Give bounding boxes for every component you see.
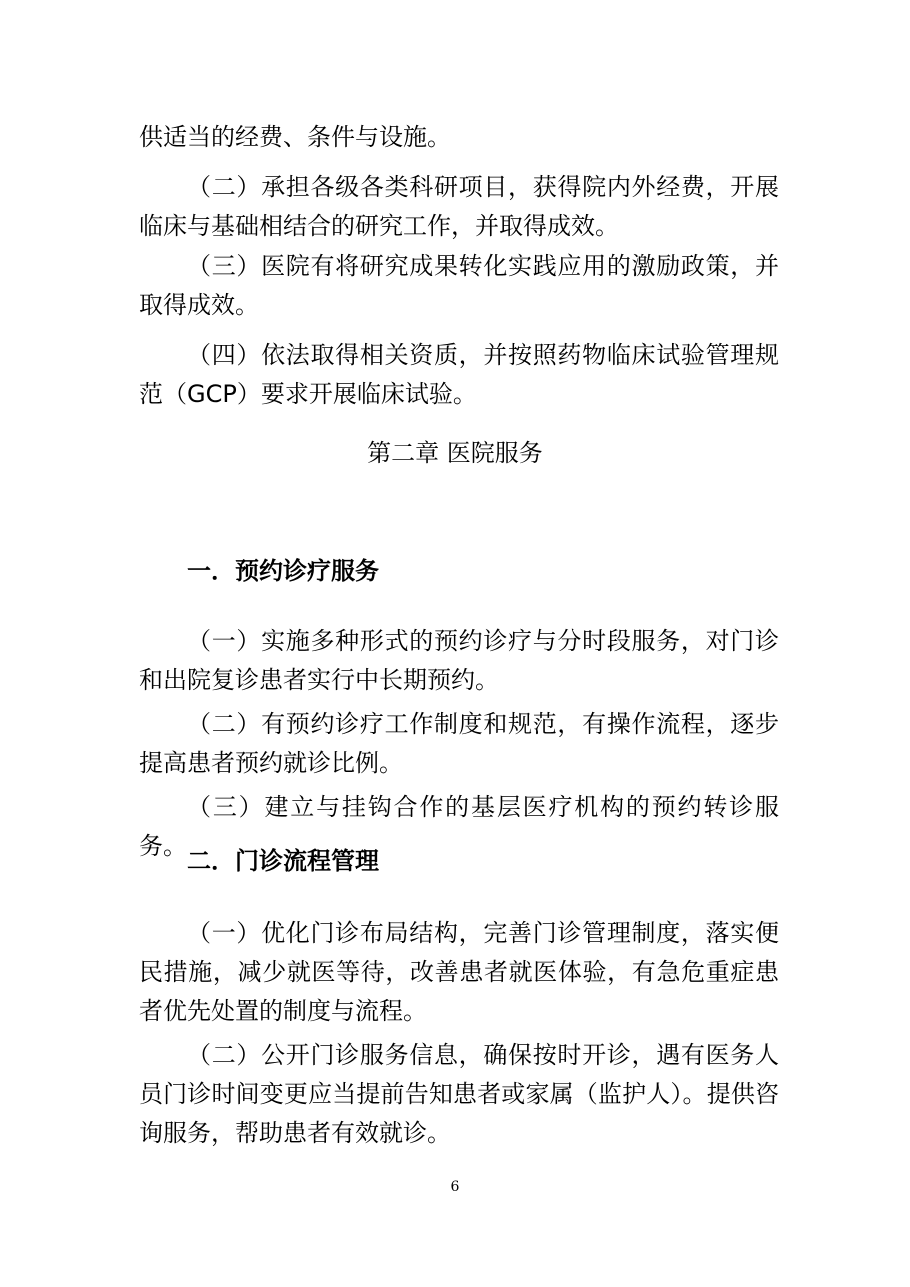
- paragraph-clinical-trials: （四）依法取得相关资质，并按照药物临床试验管理规范（GCP）要求开展临床试验。: [139, 341, 779, 408]
- paragraph-outpatient-layout: （一）优化门诊布局结构，完善门诊管理制度，落实便民措施，减少就医等待，改善患者就医体验，有急危重症患者优先处置的制度与流程。: [139, 919, 779, 1025]
- page-number: 6: [450, 1179, 460, 1195]
- paragraph-referral-service: （三）建立与挂钩合作的基层医疗机构的预约转诊服务。: [139, 793, 779, 860]
- paragraph-outpatient-information: （二）公开门诊服务信息，确保按时开诊，遇有医务人员门诊时间变更应当提前告知患者或家属（监护人）。提供咨询服务，帮助患者有效就诊。: [139, 1041, 779, 1147]
- section-title-appointment: 一．预约诊疗服务: [187, 557, 379, 585]
- chapter-title: 第二章 医院服务: [367, 439, 543, 467]
- paragraph-appointment-forms: （一）实施多种形式的预约诊疗与分时段服务，对门诊和出院复诊患者实行中长期预约。: [139, 627, 779, 694]
- paragraph-research-projects: （二）承担各级各类科研项目，获得院内外经费，开展临床与基础相结合的研究工作，并取得成效。: [139, 173, 779, 240]
- paragraph-continuation: 供适当的经费、条件与设施。: [139, 123, 451, 151]
- paragraph-research-incentives: （三）医院有将研究成果转化实践应用的激励政策，并取得成效。: [139, 252, 779, 319]
- section-title-outpatient: 二．门诊流程管理: [187, 847, 379, 875]
- paragraph-appointment-rules: （二）有预约诊疗工作制度和规范，有操作流程，逐步提高患者预约就诊比例。: [139, 710, 779, 777]
